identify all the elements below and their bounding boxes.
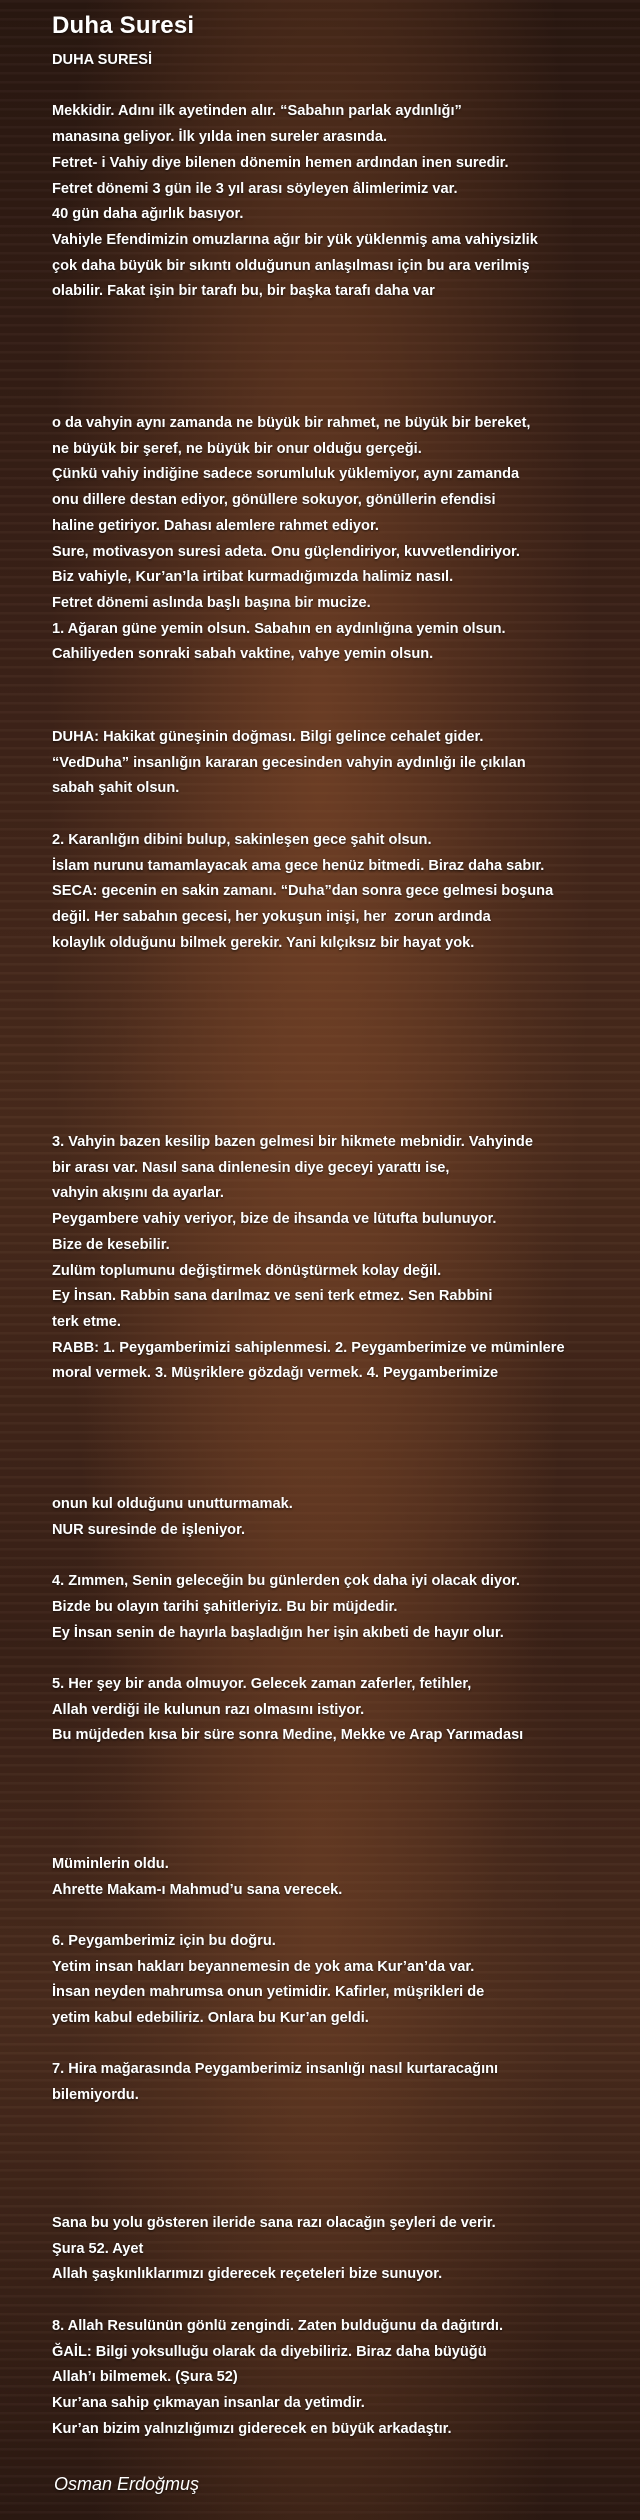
poem-stanza-4: 3. Vahyin bazen kesilip bazen gelmesi bir hikmete mebnidir. Vahyinde bir arası var. Nasıl sana dinlenesin diye geceyi yarattı ise, vahyin akışını da ayarlar. Peygambere vahiy veriyor, bize de ihsanda ve lütufta bulunuyor. Bize de kesebilir. Zulüm toplumunu değiştirmek dönüştürmek kolay değil. Ey İnsan. Rabbin sana darılmaz ve seni terk etmez. Sen Rabbini terk etme. RABB: 1. Peygamberimizi sahiplenmesi. 2. Peygamberimize ve müminlere moral vermek. 3. Müşriklere gözdağı vermek. 4. Peygamberimize xyxy=(52,1134,565,1382)
poem-title: Duha Suresi xyxy=(52,12,195,39)
poem-stanza-6: Sana bu yolu gösteren ileride sana razı olacağın şeyleri de verir. Şura 52. Ayet Allah şaşkınlıklarımızı giderecek reçeteleri bize sunuyor. 8. Allah Resulünün gönlü zengindi. Zaten bulduğunu da dağıtırdı. ĞAİL: Bilgi yoksulluğu olarak da diyebiliriz. Biraz daha büyüğü Allah’ı bilmemek. (Şura 52) Kur’ana sahip çıkmayan insanlar da yetimdir. Kur’an bizim yalnızlığımızı giderecek en büyük arkadaştır. xyxy=(52,2215,504,2437)
poem-stanza-2: o da vahyin aynı zamanda ne büyük bir rahmet, ne büyük bir bereket, ne büyük bir şeref, ne büyük bir onur olduğu gerçeği. Çünkü vahiy indiğine sadece sorumluluk yüklemiyor, aynı zamanda onu dillere destan ediyor, gönüllere sokuyor, gönüllerin efendisi haline getiriyor. Dahası alemlere rahmet ediyor. Sure, motivasyon suresi adeta. Onu güçlendiriyor, kuvvetlendiriyor. Biz vahiyle, Kur’an’la irtibat kurmadığımızda halimiz nasıl. Fetret dönemi aslında başlı başına bir mucize. 1. Ağaran güne yemin olsun. Sabahın en aydınlığına yemin olsun. Cahiliyeden sonraki sabah vaktine, vahye yemin olsun. xyxy=(52,415,531,663)
poem-stanza-5: onun kul olduğunu unutturmamak. NUR suresinde de işleniyor. 4. Zımmen, Senin geleceğin bu günlerden çok daha iyi olacak diyor. Bizde bu olayın tarihi şahitleriyiz. Bu bir müjdedir. Ey İnsan senin de hayırla başladığın her işin akıbeti de hayır olur. 5. Her şey bir anda olmuyor. Gelecek zaman zaferler, fetihler, Allah verdiği ile kulunun razı olmasını istiyor. Bu müjdeden kısa bir süre sonra Medine, Mekke ve Arap Yarımadası Müminlerin oldu. Ahrette Makam-ı Mahmud’u sana verecek. 6. Peygamberimiz için bu doğru. Yetim insan hakları beyannemesin de yok ama Kur’an’da var. İnsan neyden mahrumsa onun yetimidir. Kafirler, müşrikleri de yetim kabul edebiliriz. Onlara bu Kur’an geldi. 7. Hira mağarasında Peygamberimiz insanlığı nasıl kurtaracağını bilemiyordu. xyxy=(52,1496,524,2104)
author-name: Osman Erdoğmuş xyxy=(54,2474,200,2494)
poem-stanza-3: DUHA: Hakikat güneşinin doğması. Bilgi gelince cehalet gider. “VedDuha” insanlığın kararan gecesinden vahyin aydınlığı ile çıkılan sabah şahit olsun. 2. Karanlığın dibini bulup, sakinleşen gece şahit olsun. İslam nurunu tamamlayacak ama gece henüz bitmedi. Biraz daha sabır. SECA: gecenin en sakin zamanı. “Duha”dan sonra gece gelmesi boşuna değil. Her sabahın gecesi, her yokuşun inişi, her zorun ardında kolaylık olduğunu bilmek gerekir. Yani kılçıksız bir hayat yok. xyxy=(52,729,554,951)
poem-stanza-1: DUHA SURESİ Mekkidir. Adını ilk ayetinden alır. “Sabahın parlak aydınlığı” manasına geliyor. İlk yılda inen sureler arasında. Fetret- i Vahiy diye bilenen dönemin hemen ardından inen suredir. Fetret dönemi 3 gün ile 3 yıl arası söyleyen âlimlerimiz var. 40 gün daha ağırlık basıyor. Vahiyle Efendimizin omuzlarına ağır bir yük yüklenmiş ama vahiysizlik çok daha büyük bir sıkıntı olduğunun anlaşılması için bu ara verilmiş olabilir. Fakat işin bir tarafı bu, bir başka tarafı daha var xyxy=(52,52,538,300)
